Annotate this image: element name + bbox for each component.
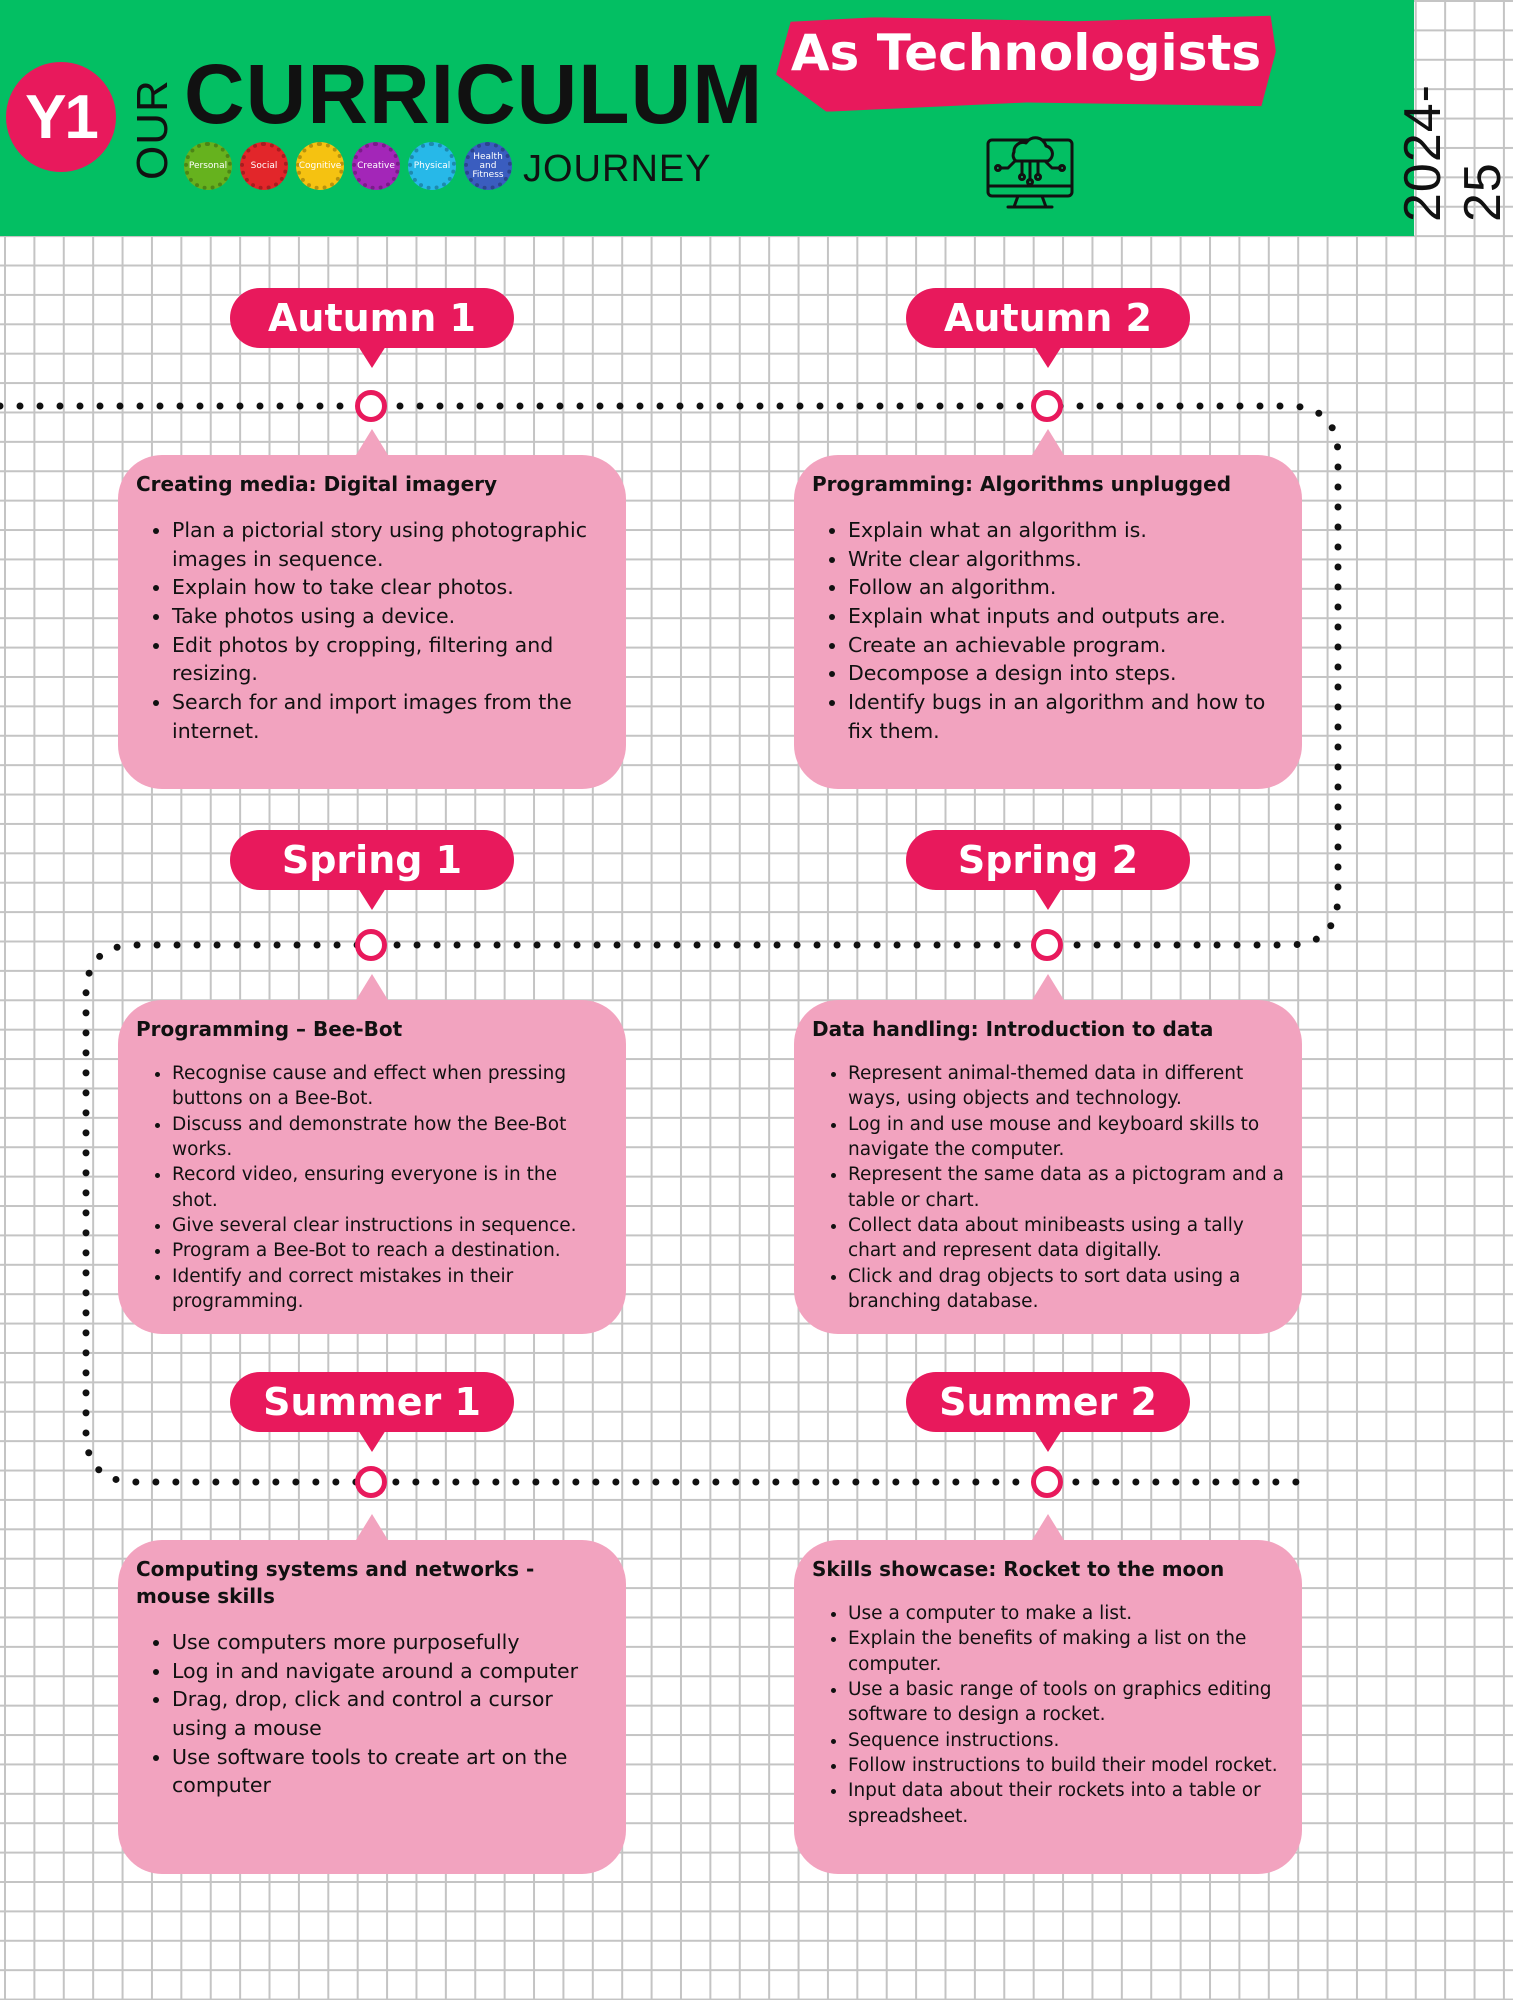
cog-label: Social [250, 160, 278, 171]
term-card-spring-1 [118, 1000, 626, 1334]
cog-label: Personal [188, 160, 228, 171]
objective-item: • Identify bugs in an algorithm and how to fix them. [848, 688, 1284, 745]
objective-item: • Create an achievable program. [848, 631, 1284, 660]
term-card-summer-2 [794, 1540, 1302, 1874]
path-node [1031, 390, 1063, 422]
cog-label: Physical [413, 160, 451, 171]
term-card-spring-2 [794, 1000, 1302, 1334]
objective-item: • Give several clear instructions in sequence. [172, 1213, 608, 1238]
unit-title: Skills showcase: Rocket to the moon [812, 1557, 1225, 1581]
page-title: As Technologists [790, 24, 1262, 82]
objective-item: • Represent the same data as a pictogram and a table or chart. [848, 1162, 1284, 1213]
objective-item: • Take photos using a device. [172, 602, 608, 631]
objective-item: • Explain the benefits of making a list on the computer. [848, 1626, 1284, 1677]
journey-label: JOURNEY [523, 148, 712, 190]
objective-item: • Use a basic range of tools on graphics editing software to design a rocket. [848, 1677, 1284, 1728]
cog-label: Creative [357, 160, 395, 171]
objectives-list [812, 516, 1284, 746]
term-card-autumn-2 [794, 455, 1302, 789]
objective-item: • Explain what an algorithm is. [848, 516, 1284, 545]
objective-item: • Edit photos by cropping, filtering and resizing. [172, 631, 608, 688]
objective-item: • Search for and import images from the internet. [172, 688, 608, 745]
objective-item: • Collect data about minibeasts using a tally chart and represent data digitally. [848, 1213, 1284, 1264]
objective-item: • Log in and navigate around a computer [172, 1657, 608, 1686]
objectives-list [136, 516, 608, 746]
objective-item: • Use a computer to make a list. [848, 1601, 1284, 1626]
term-card-summer-1 [118, 1540, 626, 1874]
term-summer-2-label: Summer 2 [906, 1372, 1190, 1432]
objective-item: • Follow an algorithm. [848, 573, 1284, 602]
path-node [355, 1466, 387, 1498]
objective-item: • Drag, drop, click and control a cursor using a mouse [172, 1685, 608, 1742]
term-spring-2-label: Spring 2 [906, 830, 1190, 890]
unit-title: Data handling: Introduction to data [812, 1017, 1214, 1041]
unit-title: Programming – Bee-Bot [136, 1017, 403, 1041]
objective-item: • Write clear algorithms. [848, 545, 1284, 574]
cog-label: Cognitive [298, 160, 342, 171]
objective-item: • Identify and correct mistakes in their programming. [172, 1264, 608, 1315]
term-card-autumn-1 [118, 455, 626, 789]
objective-item: • Input data about their rockets into a table or spreadsheet. [848, 1778, 1284, 1829]
objective-item: • Use software tools to create art on the computer [172, 1743, 608, 1800]
objectives-list [812, 1061, 1284, 1314]
our-label: OUR [128, 79, 177, 180]
objectives-list [812, 1601, 1284, 1829]
objective-item: • Represent animal-themed data in different ways, using objects and technology. [848, 1061, 1284, 1112]
path-node [1031, 929, 1063, 961]
term-summer-1-label: Summer 1 [230, 1372, 514, 1432]
unit-title: Creating media: Digital imagery [136, 472, 498, 496]
objective-item: • Click and drag objects to sort data using a branching database. [848, 1264, 1284, 1315]
unit-title: Computing systems and networks - mouse skills [136, 1557, 535, 1608]
academic-year: 2024-25 [1394, 84, 1512, 222]
term-spring-1-label: Spring 1 [230, 830, 514, 890]
objective-item: • Plan a pictorial story using photographic images in sequence. [172, 516, 608, 573]
term-autumn-2-label: Autumn 2 [906, 288, 1190, 348]
objective-item: • Sequence instructions. [848, 1728, 1284, 1753]
objective-item: • Discuss and demonstrate how the Bee-Bot works. [172, 1112, 608, 1163]
objective-item: • Log in and use mouse and keyboard skills to navigate the computer. [848, 1112, 1284, 1163]
objective-item: • Record video, ensuring everyone is in the shot. [172, 1162, 608, 1213]
term-autumn-1-label: Autumn 1 [230, 288, 514, 348]
objectives-list [136, 1628, 608, 1800]
year-group-badge: Y1 [6, 62, 116, 172]
objective-item: • Explain what inputs and outputs are. [848, 602, 1284, 631]
curriculum-heading: CURRICULUM [184, 47, 764, 141]
objective-item: • Recognise cause and effect when pressing buttons on a Bee-Bot. [172, 1061, 608, 1112]
objective-item: • Follow instructions to build their model rocket. [848, 1753, 1284, 1778]
path-node [355, 929, 387, 961]
path-node [1031, 1466, 1063, 1498]
objectives-list [136, 1061, 608, 1314]
cog-label: Health and Fitness [472, 151, 504, 180]
objective-item: • Use computers more purposefully [172, 1628, 608, 1657]
objective-item: • Program a Bee-Bot to reach a destination. [172, 1238, 608, 1263]
path-node [355, 390, 387, 422]
objective-item: • Explain how to take clear photos. [172, 573, 608, 602]
unit-title: Programming: Algorithms unplugged [812, 472, 1232, 496]
objective-item: • Decompose a design into steps. [848, 659, 1284, 688]
